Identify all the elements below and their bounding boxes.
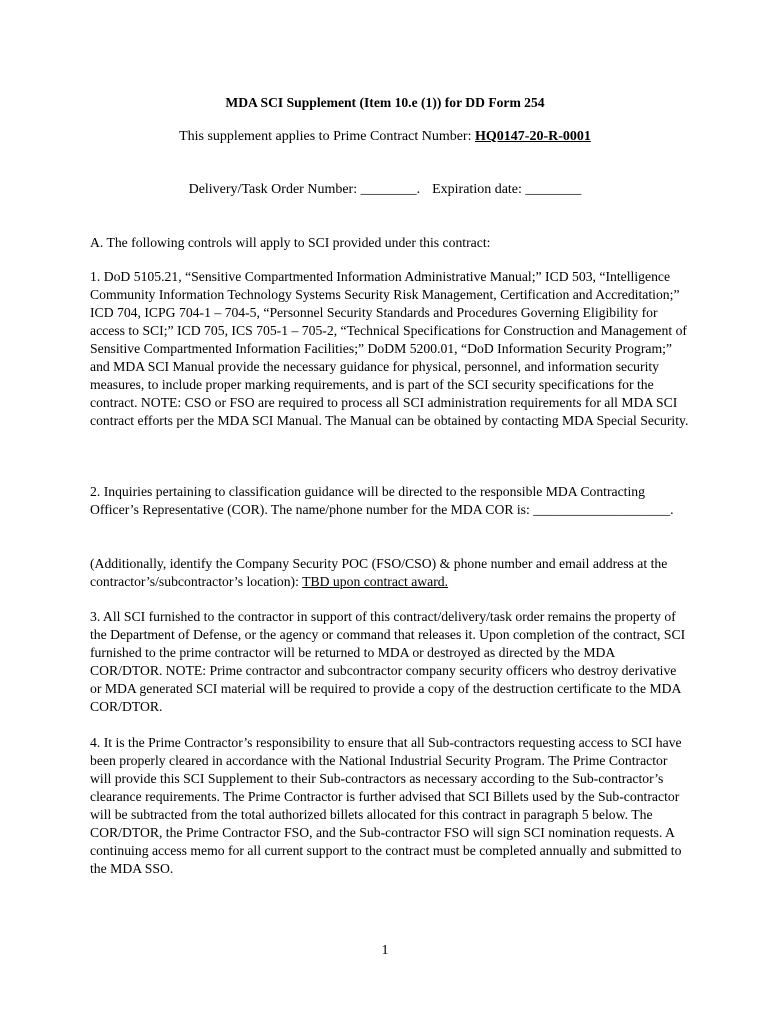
paragraph-additional <box>90 555 690 591</box>
paragraph-2: 2. Inquiries pertaining to classification guidance will be directed to the responsible MDA Contracting Officer’s Representative (COR). The name/phone number for the MDA COR is: ____________________. <box>90 484 674 517</box>
section-a-heading: A. The following controls will apply to SCI provided under this contract: <box>90 235 491 250</box>
paragraph-4: 4. It is the Prime Contractor’s responsibility to ensure that all Sub-contractors requesting access to SCI have been properly cleared in accordance with the National Industrial Security Program. The Prime Contractor will provide this SCI Supplement to their Sub-contractors as necessary according to the Sub-contractor’s clearance requirements. The Prime Contractor is further advised that SCI Billets used by the Sub-contractor will be subtracted from the total authorized billets allocated for this contract in paragraph 5 below. The COR/DTOR, the Prime Contractor FSO, and the Sub-contractor FSO will sign SCI nomination requests. A continuing access memo for all current support to the contract must be completed annually and submitted to the MDA SSO. <box>90 735 682 876</box>
contract-line-prefix: This supplement applies to Prime Contract Number: <box>179 129 475 144</box>
order-line <box>0 181 770 199</box>
expiration-date-field: Expiration date: ________ <box>432 182 582 197</box>
paragraph-3: 3. All SCI furnished to the contractor in support of this contract/delivery/task order remains the property of the Department of Defense, or the agency or command that releases it. Upon completion of the contract, SCI furnished to the prime contractor will be returned to MDA or destroyed as directed by the MDA COR/DTOR. NOTE: Prime contractor and subcontractor company security officers who destroy derivative or MDA generated SCI material will be required to provide a copy of the destruction certificate to the MDA COR/DTOR. <box>90 609 686 714</box>
additional-text: (Additionally, identify the Company Security POC (FSO/CSO) & phone number and email address at the contractor’s/subcontractor’s location): <box>90 556 668 589</box>
order-number-field: Delivery/Task Order Number: ________. <box>188 182 421 197</box>
contract-line <box>0 128 770 146</box>
additional-value: TBD upon contract award. <box>302 574 449 589</box>
contract-number: HQ0147-20-R-0001 <box>475 129 591 144</box>
paragraph-1: 1. DoD 5105.21, “Sensitive Compartmented Information Administrative Manual;” ICD 503, “Intelligence Community Information Technology Systems Security Risk Management, Certification and Accreditation;” ICD 704, ICPG 704-1 – 704-5, “Personnel Security Standards and Procedures Governing Eligibility for access to SCI;” ICD 705, ICS 705-1 – 705-2, “Technical Specifications for Construction and Management of Sensitive Compartmented Information Facilities;” DoDM 5200.01, “DoD Information Security Program;” and MDA SCI Manual provide the necessary guidance for physical, personnel, and information security measures, to include proper marking requirements, and is part of the SCI security specifications for the contract. NOTE: CSO or FSO are required to process all SCI administration requirements for all MDA SCI contract efforts per the MDA SCI Manual. The Manual can be obtained by contacting MDA Special Security. <box>90 269 689 428</box>
document-title: MDA SCI Supplement (Item 10.e (1)) for DD Form 254 <box>225 95 545 110</box>
page-number: 1 <box>381 943 389 958</box>
